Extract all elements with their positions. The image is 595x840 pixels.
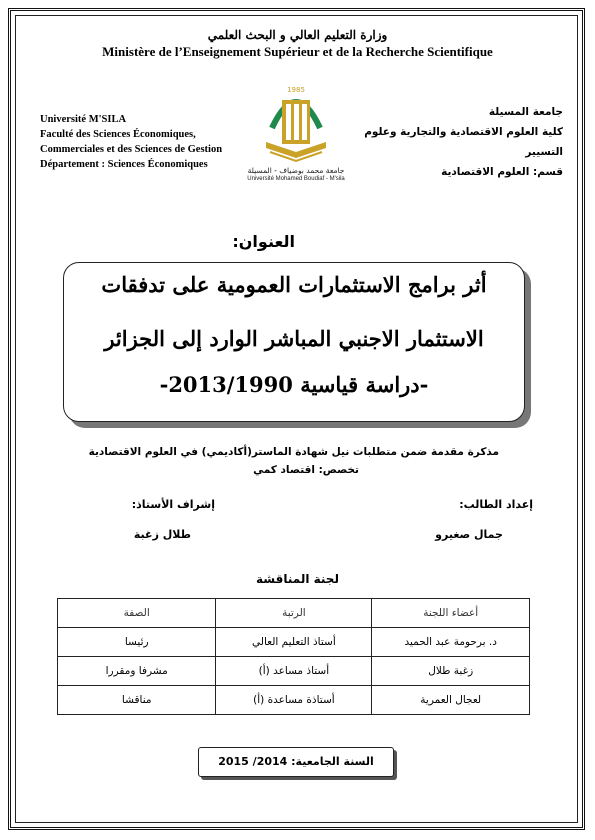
- jury-member-rank: أستاذ مساعد (أ): [216, 657, 372, 686]
- supervisor-label: إشراف الأستاذ:: [131, 498, 215, 511]
- ministry-title-ar: وزارة التعليم العالي و البحث العلمي: [207, 28, 388, 42]
- jury-member-rank: أستاذة مساعدة (أ): [216, 686, 372, 715]
- faculty-name-ar: كلية العلوم الاقتصادية والتجارية وعلوم التسيير: [364, 126, 563, 158]
- university-logo-emblem: [236, 82, 356, 166]
- academic-year: السنة الجامعية: 2014/ 2015: [218, 755, 374, 768]
- jury-member-name: لعجال العمرية: [372, 686, 530, 715]
- title-label: العنوان:: [232, 232, 295, 251]
- faculty-name-fr-1: Faculté des Sciences Économiques,: [40, 129, 196, 140]
- logo-year: 1985: [287, 86, 305, 94]
- specialty: تخصص: اقتصاد كمي: [253, 464, 359, 476]
- ministry-title-fr: Ministère de l’Enseignement Supérieur et de la Recherche Scientifique: [102, 44, 493, 59]
- student-name: جمال صغيرو: [435, 528, 503, 541]
- title-line-2: الاستثمار الاجنبي المباشر الوارد إلى الجزائر: [104, 326, 484, 351]
- memo-description: مذكرة مقدمة ضمن متطلبات نيل شهادة الماستر(أكاديمي) في العلوم الاقتصادية: [88, 446, 499, 458]
- jury-header-role: الصفة: [58, 599, 216, 628]
- student-label: إعداد الطالب:: [459, 498, 533, 511]
- jury-header-rank: الرتبة: [216, 599, 372, 628]
- table-row: [58, 628, 530, 657]
- university-block-ar: [343, 102, 563, 182]
- jury-table-header-row: [58, 599, 530, 628]
- jury-member-role: رئيسا: [58, 628, 216, 657]
- university-name-fr: Université M'SILA: [40, 114, 127, 125]
- jury-member-role: مشرفا ومقررا: [58, 657, 216, 686]
- department-name-fr: Département : Sciences Économiques: [40, 159, 208, 170]
- jury-member-rank: أستاذ التعليم العالي: [216, 628, 372, 657]
- title-line-3: -دراسة قياسية 2013/1990-: [159, 372, 429, 397]
- jury-member-role: مناقشا: [58, 686, 216, 715]
- jury-member-name: د. برحومة عبد الحميد: [372, 628, 530, 657]
- jury-table: [57, 598, 530, 715]
- jury-member-name: زغبة طلال: [372, 657, 530, 686]
- supervisor-name: طلال زغبة: [133, 528, 191, 541]
- university-block-fr: [40, 112, 222, 172]
- jury-header-members: أعضاء اللجنة: [372, 599, 530, 628]
- department-name-ar: قسم: العلوم الاقتصادية: [441, 166, 563, 178]
- faculty-name-fr-2: Commerciales et des Sciences de Gestion: [40, 144, 223, 155]
- title-line-1: أثر برامج الاستثمارات العمومية على تدفقات: [101, 272, 487, 297]
- university-name-ar: جامعة المسيلة: [488, 106, 563, 118]
- table-row: [58, 686, 530, 715]
- jury-title: لجنة المناقشة: [256, 572, 339, 586]
- table-row: [58, 657, 530, 686]
- logo-caption-ar: جامعة محمد بوضياف - المسيلة: [247, 166, 345, 175]
- logo-caption-fr: Université Mohamed Boudiaf - M'sila: [247, 176, 345, 182]
